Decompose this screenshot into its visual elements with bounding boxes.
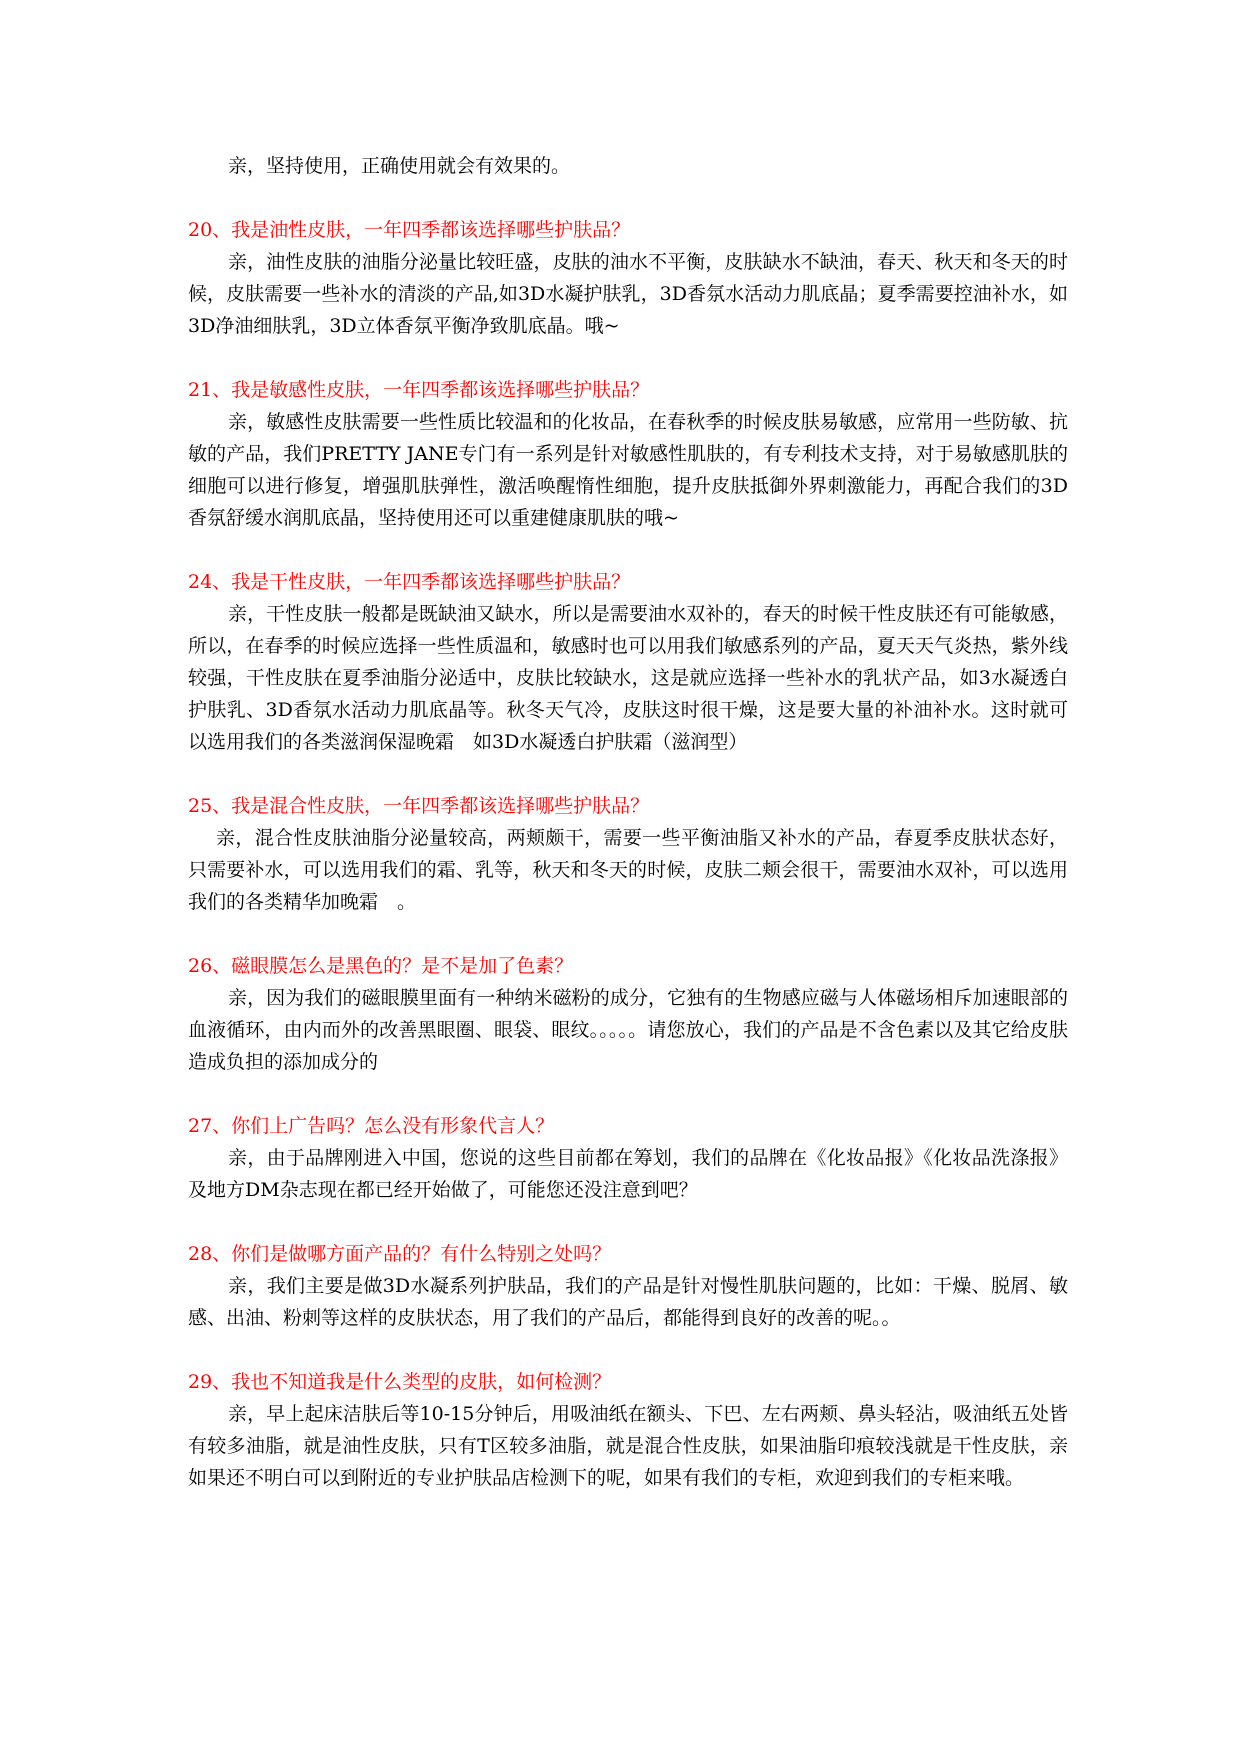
answer-paragraph: 亲，我们主要是做3D水凝系列护肤品，我们的产品是针对慢性肌肤问题的，比如：干燥、脱屑、敏感、出油、粉刺等这样的皮肤状态，用了我们的产品后，都能得到良好的改善的呢。。 xyxy=(188,1275,1068,1329)
qa-item-25 xyxy=(188,790,1068,918)
question-heading: 27、你们上广告吗？怎么没有形象代言人？ xyxy=(188,1115,555,1137)
answer-paragraph: 亲，由于品牌刚进入中国，您说的这些目前都在筹划，我们的品牌在《化妆品报》《化妆品洗涤报》及地方DM杂志现在都已经开始做了，可能您还没注意到吧？ xyxy=(188,1147,1068,1201)
qa-item-27 xyxy=(188,1110,1068,1206)
qa-item-28 xyxy=(188,1238,1068,1334)
intro-paragraph: 亲，坚持使用，正确使用就会有效果的。 xyxy=(228,155,571,177)
qa-item-20 xyxy=(188,214,1068,342)
question-heading: 24、我是干性皮肤，一年四季都该选择哪些护肤品？ xyxy=(188,571,631,593)
question-heading: 25、我是混合性皮肤，一年四季都该选择哪些护肤品？ xyxy=(188,795,650,817)
answer-paragraph: 亲，油性皮肤的油脂分泌量比较旺盛，皮肤的油水不平衡，皮肤缺水不缺油，春天、秋天和冬天的时候，皮肤需要一些补水的清淡的产品,如3D水凝护肤乳，3D香氛水活动力肌底晶；夏季需要控油补水，如3D净油细肤乳，3D立体香氛平衡净致肌底晶。哦~ xyxy=(188,251,1068,337)
answer-paragraph: 亲，早上起床洁肤后等10-15分钟后，用吸油纸在额头、下巴、左右两颊、鼻头轻沾，吸油纸五处皆有较多油脂，就是油性皮肤，只有T区较多油脂，就是混合性皮肤，如果油脂印痕较浅就是干性皮肤，亲如果还不明白可以到附近的专业护肤品店检测下的呢，如果有我们的专柜，欢迎到我们的专柜来哦。 xyxy=(188,1403,1068,1489)
question-heading: 21、我是敏感性皮肤，一年四季都该选择哪些护肤品？ xyxy=(188,379,650,401)
question-heading: 28、你们是做哪方面产品的？有什么特别之处吗？ xyxy=(188,1243,612,1265)
question-heading: 20、我是油性皮肤，一年四季都该选择哪些护肤品？ xyxy=(188,219,631,241)
qa-item-21 xyxy=(188,374,1068,534)
qa-item-24 xyxy=(188,566,1068,758)
answer-paragraph: 亲，干性皮肤一般都是既缺油又缺水，所以是需要油水双补的，春天的时候干性皮肤还有可能敏感，所以，在春季的时候应选择一些性质温和，敏感时也可以用我们敏感系列的产品，夏天天气炎热，紫外线较强，干性皮肤在夏季油脂分泌适中，皮肤比较缺水，这是就应选择一些补水的乳状产品，如3水凝透白护肤乳、3D香氛水活动力肌底晶等。秋冬天气冷，皮肤这时很干燥，这是要大量的补油补水。这时就可以选用我们的各类滋润保湿晚霜 如3D水凝透白护肤霜（滋润型） xyxy=(188,603,1068,753)
question-heading: 26、磁眼膜怎么是黑色的？是不是加了色素？ xyxy=(188,955,574,977)
qa-item-26 xyxy=(188,950,1068,1078)
document-body xyxy=(188,150,1068,1526)
answer-paragraph: 亲，混合性皮肤油脂分泌量较高，两颊颇干，需要一些平衡油脂又补水的产品，春夏季皮肤状态好，只需要补水，可以选用我们的霜、乳等，秋天和冬天的时候，皮肤二颊会很干，需要油水双补，可以选用我们的各类精华加晚霜 。 xyxy=(188,827,1068,913)
answer-paragraph: 亲，因为我们的磁眼膜里面有一种纳米磁粉的成分，它独有的生物感应磁与人体磁场相斥加速眼部的血液循环，由内而外的改善黑眼圈、眼袋、眼纹。。。。。请您放心，我们的产品是不含色素以及其它给皮肤造成负担的添加成分的 xyxy=(188,987,1068,1073)
qa-item-29 xyxy=(188,1366,1068,1494)
answer-paragraph: 亲，敏感性皮肤需要一些性质比较温和的化妆品，在春秋季的时候皮肤易敏感，应常用一些防敏、抗敏的产品，我们PRETTY JANE专门有一系列是针对敏感性肌肤的，有专利技术支持，对于易敏感肌肤的细胞可以进行修复，增强肌肤弹性，激活唤醒惰性细胞，提升皮肤抵御外界刺激能力，再配合我们的3D香氛舒缓水润肌底晶，坚持使用还可以重建健康肌肤的哦~ xyxy=(188,411,1068,529)
question-heading: 29、我也不知道我是什么类型的皮肤，如何检测？ xyxy=(188,1371,612,1393)
